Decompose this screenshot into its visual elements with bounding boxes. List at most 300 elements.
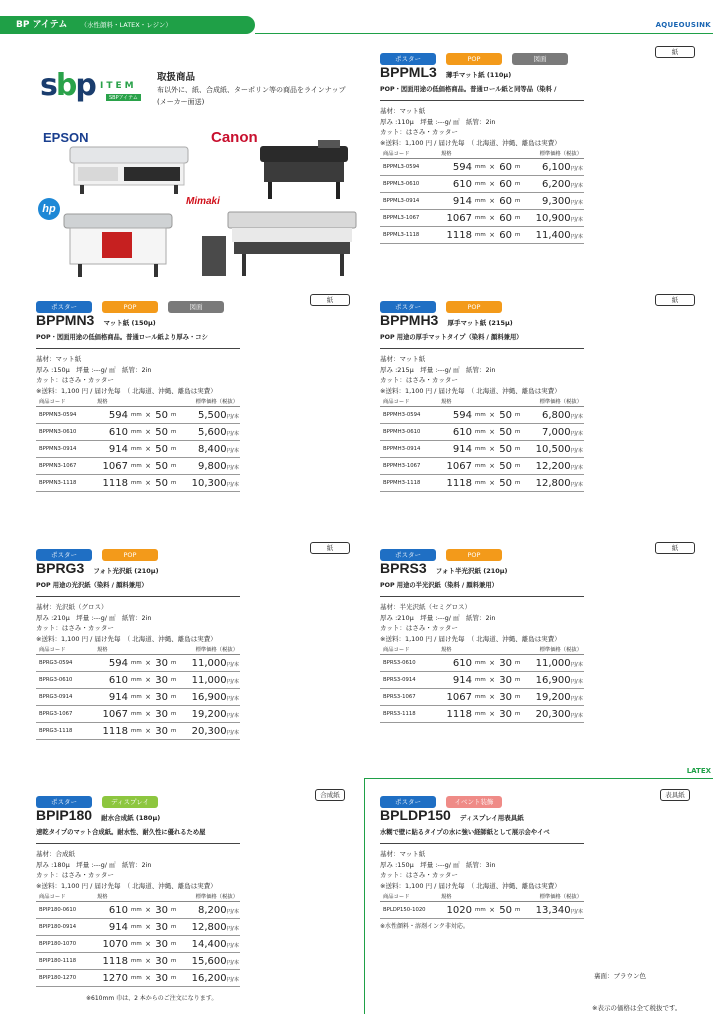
- unit-mm: mm: [128, 424, 142, 441]
- price-unit: 円/本: [570, 908, 583, 915]
- times-sign: ×: [486, 689, 498, 706]
- hp-printer-image: [62, 212, 174, 278]
- row-code: BPPMH3-0914: [380, 441, 438, 458]
- row-length: 60: [498, 227, 512, 244]
- table-row: [380, 655, 584, 672]
- row-width: 914: [94, 441, 128, 458]
- spec-line: カット：はさみ・カッター: [380, 376, 458, 384]
- material-badge: 紙: [655, 46, 695, 58]
- spec-line: 厚み :110μ 坪量 :---g/ ㎡ 紙管：2in: [380, 117, 496, 126]
- category-pill: ディスプレイ: [102, 796, 158, 808]
- col-price: 標準価格（税抜）: [526, 645, 584, 655]
- price-unit: 円/本: [570, 182, 583, 189]
- intro-title: 取扱商品: [157, 72, 196, 83]
- unit-m: m: [512, 193, 526, 210]
- row-width: 914: [94, 689, 128, 706]
- price-table: [380, 645, 584, 723]
- table-row: [36, 458, 240, 475]
- unit-m: m: [168, 706, 182, 723]
- material-badge: 紙: [655, 294, 695, 306]
- row-code: BPIP180-1070: [36, 936, 94, 953]
- unit-mm: mm: [472, 210, 486, 227]
- row-code: BPRS3-1067: [380, 689, 438, 706]
- times-sign: ×: [142, 458, 154, 475]
- row-code: BPRG3-1067: [36, 706, 94, 723]
- times-sign: ×: [142, 655, 154, 672]
- row-length: 30: [154, 919, 168, 936]
- table-row: [380, 706, 584, 723]
- price-unit: 円/本: [226, 729, 239, 736]
- row-price: [526, 407, 584, 424]
- price-value: 11,000: [191, 657, 227, 669]
- unit-mm: mm: [472, 159, 486, 176]
- table-row: [36, 970, 240, 987]
- row-code: BPPMH3-0610: [380, 424, 438, 441]
- divider: [380, 843, 584, 844]
- row-width: 1067: [438, 210, 472, 227]
- table-row: [36, 655, 240, 672]
- spec-line: ※送料：1,100 円 / 届け先毎 （ 北海道、沖縄、離島は実費）: [36, 386, 217, 395]
- row-width: 1118: [438, 475, 472, 492]
- row-length: 50: [498, 458, 512, 475]
- intro-line: (メーカー面送): [157, 98, 205, 106]
- unit-mm: mm: [472, 227, 486, 244]
- row-code: BPRS3-0914: [380, 672, 438, 689]
- unit-m: m: [168, 672, 182, 689]
- intro-body: [157, 84, 357, 108]
- spec-line: 基材：マット紙: [380, 107, 426, 115]
- col-spec: 規格: [438, 397, 526, 407]
- mimaki-printer-image: [198, 206, 358, 278]
- spec-line: 基材：マット紙: [380, 355, 426, 363]
- row-width: 1067: [94, 706, 128, 723]
- spec-line: 厚み :210μ 坪量 :---g/ ㎡ 紙管：2in: [380, 613, 496, 622]
- row-price: [182, 655, 240, 672]
- epson-printer-image: [64, 145, 194, 195]
- unit-m: m: [168, 723, 182, 740]
- table-row: [36, 706, 240, 723]
- times-sign: ×: [486, 706, 498, 723]
- spec-block: [36, 849, 217, 891]
- spec-line: カット：はさみ・カッター: [36, 871, 114, 879]
- price-table: [380, 892, 584, 919]
- row-length: 60: [498, 176, 512, 193]
- row-price: [526, 672, 584, 689]
- spec-line: ※送料：1,100 円 / 届け先毎 （ 北海道、沖縄、離島は実費）: [380, 386, 561, 395]
- price-value: 7,000: [541, 426, 571, 438]
- unit-mm: mm: [128, 655, 142, 672]
- category-pill: ポスター: [380, 796, 436, 808]
- row-length: 60: [498, 159, 512, 176]
- row-code: BPRG3-0914: [36, 689, 94, 706]
- category-pill: POP: [446, 549, 502, 561]
- category-pill: POP: [446, 53, 502, 65]
- spec-line: 厚み :210μ 坪量 :---g/ ㎡ 紙管：2in: [36, 613, 152, 622]
- table-row: [36, 407, 240, 424]
- price-unit: 円/本: [226, 695, 239, 702]
- unit-m: m: [512, 407, 526, 424]
- price-unit: 円/本: [226, 464, 239, 471]
- col-price: 標準価格（税抜）: [182, 397, 240, 407]
- logo-sub-text: SBPアイテム: [106, 94, 141, 101]
- row-width: 914: [438, 672, 472, 689]
- product-name: [36, 805, 160, 824]
- divider: [36, 348, 240, 349]
- row-price: [526, 210, 584, 227]
- row-width: 610: [94, 902, 128, 919]
- spec-block: [36, 602, 217, 644]
- row-length: 30: [154, 953, 168, 970]
- row-width: 610: [438, 176, 472, 193]
- product-code: BPRG3: [36, 560, 85, 576]
- price-unit: 円/本: [226, 712, 239, 719]
- table-row: [36, 475, 240, 492]
- spec-line: 基材：半光沢紙（セミグロス）: [380, 603, 471, 611]
- price-table: [380, 149, 584, 244]
- row-length: 50: [154, 424, 168, 441]
- product-tagline: POP 用途の光沢紙（染料 / 顔料兼用）: [36, 582, 148, 589]
- unit-m: m: [168, 970, 182, 987]
- unit-mm: mm: [472, 458, 486, 475]
- row-price: [526, 441, 584, 458]
- divider: [380, 348, 584, 349]
- price-unit: 円/本: [570, 447, 583, 454]
- price-value: 8,400: [197, 443, 227, 455]
- row-length: 30: [154, 706, 168, 723]
- divider: [380, 596, 584, 597]
- spec-line: ※送料：1,100 円 / 届け先毎 （ 北海道、沖縄、離島は実費）: [36, 634, 217, 643]
- col-spec: 規格: [438, 149, 526, 159]
- hp-logo: hp: [38, 198, 60, 220]
- category-pill: ポスター: [36, 796, 92, 808]
- price-table-header: [380, 645, 584, 655]
- col-spec: 規格: [94, 645, 182, 655]
- row-price: [526, 458, 584, 475]
- row-code: BPPMH3-0594: [380, 407, 438, 424]
- product-tagline: 速乾タイプのマット合成紙。耐水性、耐久性に優れるため屋: [36, 829, 206, 836]
- row-price: [526, 424, 584, 441]
- row-code: BPPMH3-1067: [380, 458, 438, 475]
- col-spec: 規格: [94, 892, 182, 902]
- row-price: [526, 227, 584, 244]
- price-table-header: [380, 397, 584, 407]
- category-pill: ポスター: [380, 301, 436, 313]
- row-code: BPPMH3-1118: [380, 475, 438, 492]
- row-code: BPPMN3-0610: [36, 424, 94, 441]
- col-code: 商品コード: [380, 149, 438, 159]
- row-price: [526, 159, 584, 176]
- row-length: 30: [498, 655, 512, 672]
- unit-mm: mm: [472, 902, 486, 919]
- spec-line: ※送料：1,100 円 / 届け先毎 （ 北海道、沖縄、離島は実費）: [380, 138, 561, 147]
- price-value: 10,500: [535, 443, 571, 455]
- row-code: BPPML3-1118: [380, 227, 438, 244]
- unit-m: m: [512, 458, 526, 475]
- row-width: 914: [94, 919, 128, 936]
- row-code: BPPML3-0914: [380, 193, 438, 210]
- product-code: BPPML3: [380, 64, 437, 80]
- unit-m: m: [168, 919, 182, 936]
- row-length: 50: [154, 407, 168, 424]
- divider: [36, 596, 240, 597]
- material-badge: 合成紙: [315, 789, 345, 801]
- row-price: [526, 655, 584, 672]
- col-code: 商品コード: [36, 645, 94, 655]
- unit-m: m: [512, 227, 526, 244]
- price-unit: 円/本: [570, 165, 583, 172]
- times-sign: ×: [486, 475, 498, 492]
- times-sign: ×: [142, 919, 154, 936]
- col-price: 標準価格（税抜）: [526, 397, 584, 407]
- price-unit: 円/本: [226, 678, 239, 685]
- spec-line: 基材：マット紙: [380, 850, 426, 858]
- row-code: BPIP180-1270: [36, 970, 94, 987]
- unit-mm: mm: [128, 458, 142, 475]
- product-desc: ディスプレイ用表具紙: [459, 814, 524, 822]
- unit-m: m: [512, 706, 526, 723]
- product-name: [380, 805, 524, 824]
- header-rule: [255, 33, 713, 34]
- unit-mm: mm: [472, 475, 486, 492]
- section-header: [0, 16, 255, 34]
- price-unit: 円/本: [570, 233, 583, 240]
- row-code: BPPMN3-0594: [36, 407, 94, 424]
- price-value: 5,600: [197, 426, 227, 438]
- spec-line: 基材：マット紙: [36, 355, 82, 363]
- unit-mm: mm: [128, 672, 142, 689]
- material-badge: 紙: [310, 542, 350, 554]
- price-value: 19,200: [191, 708, 227, 720]
- unit-m: m: [512, 210, 526, 227]
- divider: [36, 843, 240, 844]
- times-sign: ×: [486, 407, 498, 424]
- table-row: [380, 689, 584, 706]
- row-width: 1118: [94, 475, 128, 492]
- table-row: [36, 672, 240, 689]
- price-value: 20,300: [535, 708, 571, 720]
- unit-m: m: [512, 689, 526, 706]
- row-price: [526, 706, 584, 723]
- price-unit: 円/本: [570, 695, 583, 702]
- material-badge: 表具紙: [660, 789, 690, 801]
- col-price: 標準価格（税抜）: [182, 645, 240, 655]
- unit-m: m: [168, 936, 182, 953]
- row-price: [182, 458, 240, 475]
- row-price: [182, 706, 240, 723]
- price-value: 5,500: [197, 409, 227, 421]
- price-unit: 円/本: [570, 678, 583, 685]
- row-width: 1067: [94, 458, 128, 475]
- table-row: [36, 902, 240, 919]
- row-length: 30: [154, 723, 168, 740]
- spec-block: [380, 106, 561, 148]
- times-sign: ×: [142, 424, 154, 441]
- times-sign: ×: [486, 193, 498, 210]
- price-table-header: [380, 892, 584, 902]
- unit-mm: mm: [472, 424, 486, 441]
- product-desc: マット紙 (150μ): [103, 319, 156, 327]
- product-desc: フォト半光沢紙 (210μ): [435, 567, 508, 575]
- times-sign: ×: [142, 407, 154, 424]
- price-unit: 円/本: [226, 413, 239, 420]
- aqueous-ink-label: AQUEOUSINK: [655, 21, 711, 29]
- row-code: BPPML3-0610: [380, 176, 438, 193]
- price-unit: 円/本: [226, 942, 239, 949]
- row-code: BPIP180-1118: [36, 953, 94, 970]
- row-price: [182, 953, 240, 970]
- row-code: BPPMN3-1067: [36, 458, 94, 475]
- col-code: 商品コード: [36, 397, 94, 407]
- row-length: 30: [154, 672, 168, 689]
- price-value: 8,200: [197, 904, 227, 916]
- unit-mm: mm: [128, 407, 142, 424]
- row-length: 50: [154, 441, 168, 458]
- spec-block: [380, 602, 561, 644]
- row-price: [526, 689, 584, 706]
- spec-line: カット：はさみ・カッター: [36, 376, 114, 384]
- row-price: [182, 407, 240, 424]
- table-row: [380, 475, 584, 492]
- category-pill: イベント装飾: [446, 796, 502, 808]
- category-pill: POP: [102, 549, 158, 561]
- unit-mm: mm: [472, 176, 486, 193]
- latex-rule: [364, 778, 713, 779]
- spec-line: ※送料：1,100 円 / 届け先毎 （ 北海道、沖縄、離島は実費）: [380, 634, 561, 643]
- spec-line: 基材：光沢紙（グロス）: [36, 603, 108, 611]
- table-row: [380, 227, 584, 244]
- product-tagline: 水糊で壁に貼るタイプの水に強い経師紙として展示会やイベ: [380, 829, 550, 836]
- table-row: [380, 176, 584, 193]
- product-desc: 耐水合成紙 (180μ): [101, 814, 161, 822]
- price-table: [36, 892, 240, 987]
- price-unit: 円/本: [570, 413, 583, 420]
- spec-line: 厚み :150μ 坪量 :---g/ ㎡ 紙管：2in: [36, 365, 152, 374]
- unit-m: m: [512, 424, 526, 441]
- table-row: [36, 689, 240, 706]
- material-badge: 紙: [655, 542, 695, 554]
- product-name: [380, 310, 513, 329]
- table-row: [36, 424, 240, 441]
- back-color-note: 裏面：ブラウン色: [594, 972, 646, 980]
- row-width: 610: [438, 655, 472, 672]
- spec-line: ※送料：1,100 円 / 届け先毎 （ 北海道、沖縄、離島は実費）: [36, 881, 217, 890]
- times-sign: ×: [142, 672, 154, 689]
- price-table-header: [380, 149, 584, 159]
- unit-mm: mm: [472, 689, 486, 706]
- price-value: 6,100: [541, 161, 571, 173]
- price-unit: 円/本: [570, 464, 583, 471]
- spec-line: カット：はさみ・カッター: [380, 871, 458, 879]
- mimaki-logo: Mimaki: [186, 196, 220, 207]
- row-width: 610: [94, 424, 128, 441]
- unit-mm: mm: [128, 723, 142, 740]
- row-code: BPIP180-0610: [36, 902, 94, 919]
- row-length: 30: [154, 689, 168, 706]
- product-note: ※水性顔料・溶剤インク非対応。: [380, 923, 469, 930]
- price-value: 16,900: [535, 674, 571, 686]
- product-code: BPPMH3: [380, 312, 439, 328]
- times-sign: ×: [142, 936, 154, 953]
- row-price: [182, 475, 240, 492]
- row-width: 610: [438, 424, 472, 441]
- col-price: 標準価格（税抜）: [526, 892, 584, 902]
- table-row: [36, 723, 240, 740]
- row-code: BPRS3-0610: [380, 655, 438, 672]
- price-unit: 円/本: [226, 430, 239, 437]
- unit-m: m: [168, 655, 182, 672]
- product-desc: フォト光沢紙 (210μ): [93, 567, 159, 575]
- unit-m: m: [512, 475, 526, 492]
- category-pills: [36, 789, 436, 806]
- category-pills: [36, 542, 436, 559]
- row-width: 1067: [438, 458, 472, 475]
- product-tagline: POP 用途の半光沢紙（染料 / 顔料兼用）: [380, 582, 498, 589]
- row-price: [526, 475, 584, 492]
- unit-m: m: [512, 441, 526, 458]
- row-price: [526, 902, 584, 919]
- table-row: [380, 672, 584, 689]
- sbp-item-logo: [40, 68, 148, 108]
- category-pill: POP: [102, 301, 158, 313]
- category-pill: ポスター: [380, 549, 436, 561]
- row-code: BPRG3-1118: [36, 723, 94, 740]
- price-unit: 円/本: [226, 481, 239, 488]
- times-sign: ×: [486, 159, 498, 176]
- row-length: 30: [154, 655, 168, 672]
- spec-block: [36, 354, 217, 396]
- times-sign: ×: [486, 424, 498, 441]
- canon-printer-image: [258, 140, 350, 200]
- product-name: [36, 558, 159, 577]
- row-price: [182, 441, 240, 458]
- row-length: 50: [154, 475, 168, 492]
- col-code: 商品コード: [380, 892, 438, 902]
- row-code: BPLDP150-1020: [380, 902, 438, 919]
- row-width: 1070: [94, 936, 128, 953]
- row-width: 594: [438, 159, 472, 176]
- price-value: 11,000: [191, 674, 227, 686]
- spec-line: カット：はさみ・カッター: [380, 128, 458, 136]
- row-code: BPRG3-0610: [36, 672, 94, 689]
- col-code: 商品コード: [380, 645, 438, 655]
- unit-mm: mm: [128, 706, 142, 723]
- price-unit: 円/本: [226, 447, 239, 454]
- row-length: 50: [498, 475, 512, 492]
- row-price: [182, 919, 240, 936]
- row-code: BPPMN3-1118: [36, 475, 94, 492]
- spec-line: カット：はさみ・カッター: [36, 624, 114, 632]
- category-pill: ポスター: [36, 301, 92, 313]
- spec-line: 厚み :215μ 坪量 :---g/ ㎡ 紙管：2in: [380, 365, 496, 374]
- price-unit: 円/本: [226, 959, 239, 966]
- price-table: [36, 397, 240, 492]
- price-value: 12,200: [535, 460, 571, 472]
- spec-line: 厚み :150μ 坪量 :---g/ ㎡ 紙管：3in: [380, 860, 496, 869]
- unit-m: m: [512, 159, 526, 176]
- unit-m: m: [168, 407, 182, 424]
- unit-mm: mm: [472, 407, 486, 424]
- price-unit: 円/本: [226, 661, 239, 668]
- times-sign: ×: [142, 689, 154, 706]
- price-table-header: [36, 645, 240, 655]
- times-sign: ×: [486, 655, 498, 672]
- row-price: [182, 689, 240, 706]
- col-price: 標準価格（税抜）: [526, 149, 584, 159]
- unit-m: m: [168, 458, 182, 475]
- product-tagline: POP・図面用途の低価格商品。普通ロール紙より厚み・コシ: [36, 334, 208, 341]
- table-row: [380, 902, 584, 919]
- category-pill: ポスター: [380, 53, 436, 65]
